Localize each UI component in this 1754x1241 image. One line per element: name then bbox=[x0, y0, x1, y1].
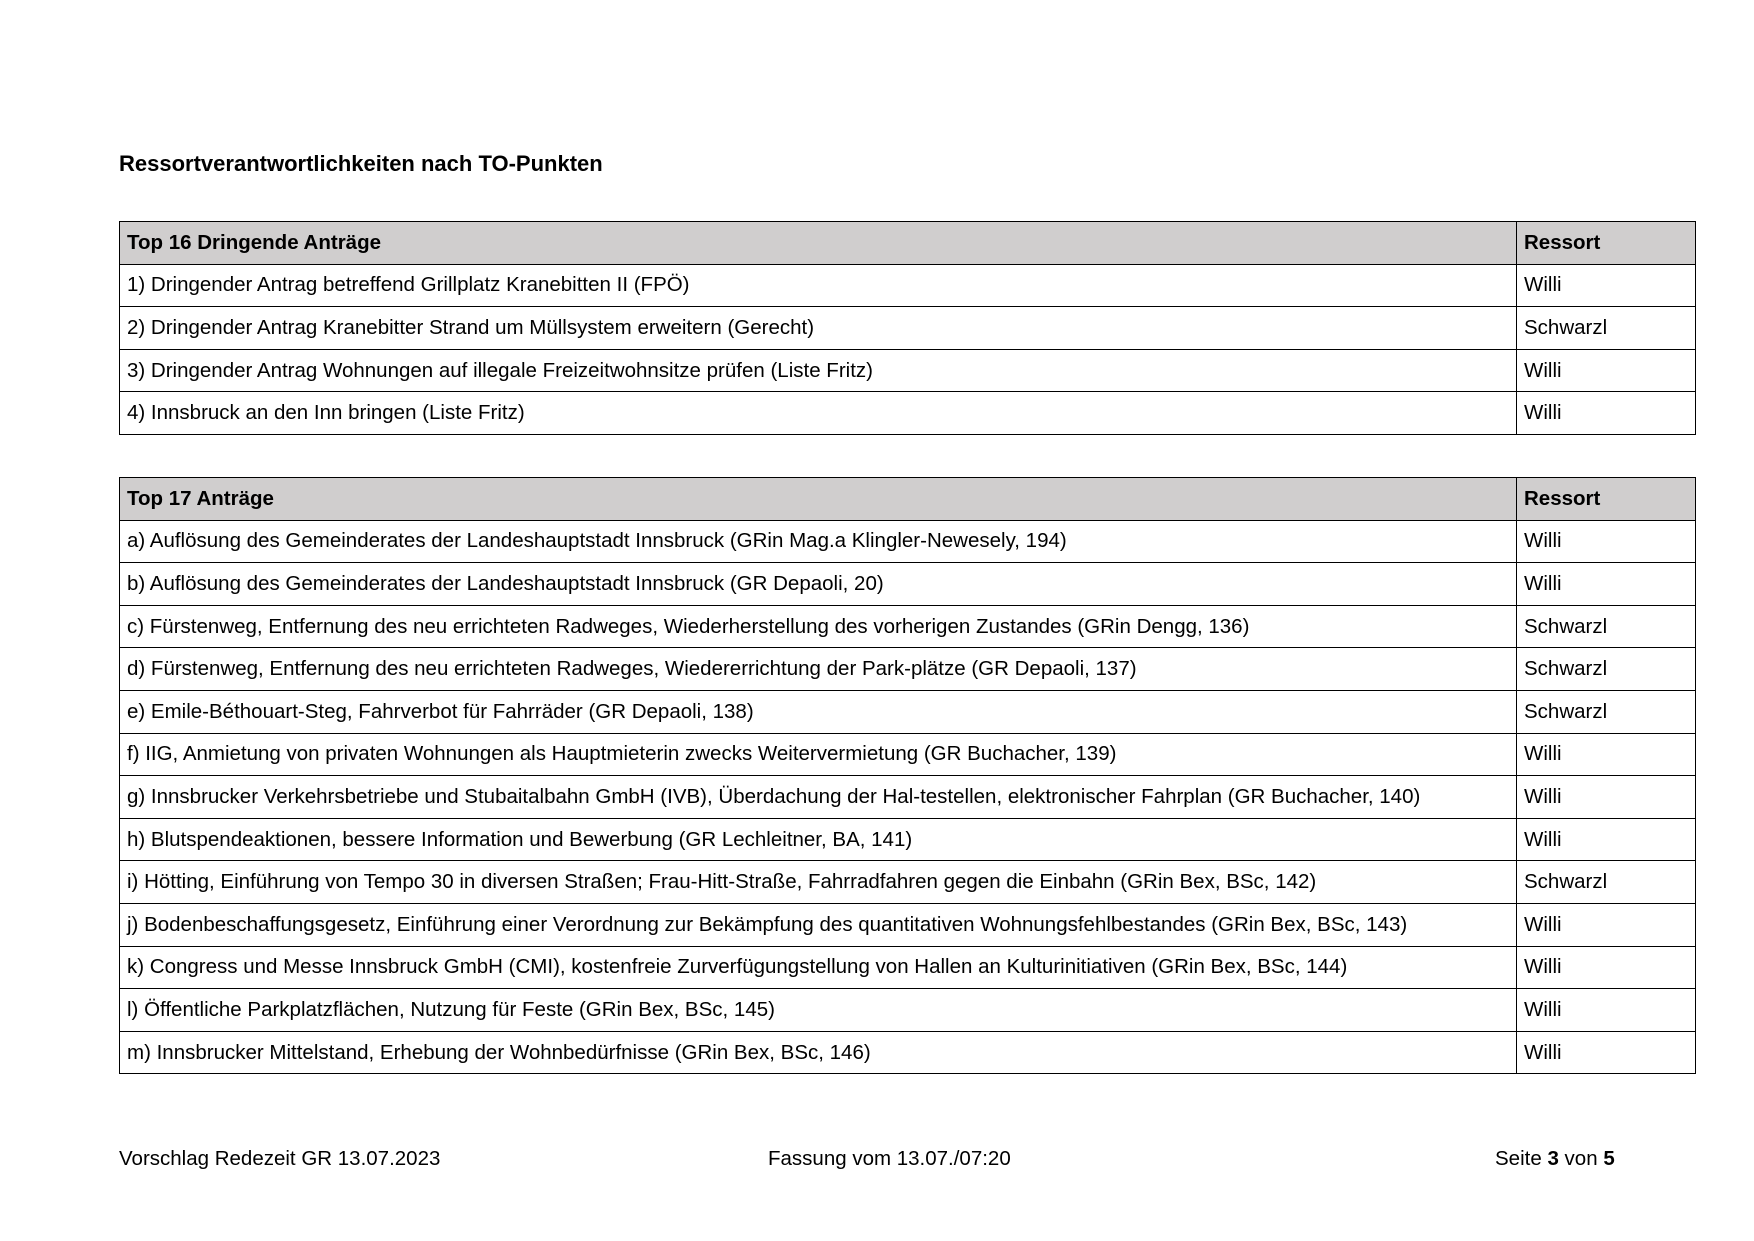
item-cell: b) Auflösung des Gemeinderates der Landeshauptstadt Innsbruck (GR Depaoli, 20) bbox=[120, 563, 1517, 606]
item-cell: 1) Dringender Antrag betreffend Grillplatz Kranebitten II (FPÖ) bbox=[120, 264, 1517, 307]
footer-page-number bbox=[1495, 1146, 1615, 1172]
table-top17 bbox=[119, 477, 1696, 1074]
item-cell: i) Hötting, Einführung von Tempo 30 in diversen Straßen; Frau-Hitt-Straße, Fahrradfahren gegen die Einbahn (GRin Bex, BSc, 142) bbox=[120, 861, 1517, 904]
table-row bbox=[120, 861, 1696, 904]
ressort-cell: Willi bbox=[1517, 1031, 1696, 1074]
ressort-cell: Willi bbox=[1517, 392, 1696, 435]
ressort-cell: Willi bbox=[1517, 903, 1696, 946]
ressort-cell: Schwarzl bbox=[1517, 648, 1696, 691]
ressort-cell: Willi bbox=[1517, 733, 1696, 776]
item-cell: k) Congress und Messe Innsbruck GmbH (CMI), kostenfreie Zurverfügungstellung von Hallen an Kulturinitiativen (GRin Bex, BSc, 144) bbox=[120, 946, 1517, 989]
ressort-cell: Willi bbox=[1517, 520, 1696, 563]
page-sep: von bbox=[1564, 1147, 1598, 1170]
table-header-ressort: Ressort bbox=[1517, 222, 1696, 265]
footer-center: Fassung vom 13.07./07:20 bbox=[768, 1147, 1011, 1170]
ressort-cell: Willi bbox=[1517, 563, 1696, 606]
ressort-cell: Willi bbox=[1517, 818, 1696, 861]
page-current: 3 bbox=[1547, 1147, 1559, 1170]
item-cell: m) Innsbrucker Mittelstand, Erhebung der Wohnbedürfnisse (GRin Bex, BSc, 146) bbox=[120, 1031, 1517, 1074]
table-header-ressort: Ressort bbox=[1517, 478, 1696, 521]
page-heading: Ressortverantwortlichkeiten nach TO-Punkten bbox=[119, 151, 603, 176]
table-row bbox=[120, 264, 1696, 307]
table-row bbox=[120, 307, 1696, 350]
table-row bbox=[120, 392, 1696, 435]
table-row bbox=[120, 648, 1696, 691]
item-cell: 4) Innsbruck an den Inn bringen (Liste Fritz) bbox=[120, 392, 1517, 435]
item-cell: c) Fürstenweg, Entfernung des neu errichteten Radweges, Wiederherstellung des vorherigen Zustandes (GRin Dengg, 136) bbox=[120, 605, 1517, 648]
item-cell: 2) Dringender Antrag Kranebitter Strand um Müllsystem erweitern (Gerecht) bbox=[120, 307, 1517, 350]
table-row bbox=[120, 818, 1696, 861]
ressort-cell: Schwarzl bbox=[1517, 307, 1696, 350]
table-header-row bbox=[120, 478, 1696, 521]
ressort-cell: Schwarzl bbox=[1517, 861, 1696, 904]
table-header-item: Top 16 Dringende Anträge bbox=[120, 222, 1517, 265]
item-cell: h) Blutspendeaktionen, bessere Information und Bewerbung (GR Lechleitner, BA, 141) bbox=[120, 818, 1517, 861]
item-cell: l) Öffentliche Parkplatzflächen, Nutzung für Feste (GRin Bex, BSc, 145) bbox=[120, 989, 1517, 1032]
page-prefix: Seite bbox=[1495, 1147, 1542, 1170]
table-row bbox=[120, 733, 1696, 776]
ressort-cell: Willi bbox=[1517, 989, 1696, 1032]
item-cell: f) IIG, Anmietung von privaten Wohnungen als Hauptmieterin zwecks Weitervermietung (GR Buchacher, 139) bbox=[120, 733, 1517, 776]
table-top16 bbox=[119, 221, 1696, 435]
ressort-cell: Willi bbox=[1517, 946, 1696, 989]
page-total: 5 bbox=[1603, 1147, 1615, 1170]
item-cell: d) Fürstenweg, Entfernung des neu errichteten Radweges, Wiedererrichtung der Park-plätze (GR Depaoli, 137) bbox=[120, 648, 1517, 691]
ressort-cell: Willi bbox=[1517, 349, 1696, 392]
table-header-item: Top 17 Anträge bbox=[120, 478, 1517, 521]
item-cell: g) Innsbrucker Verkehrsbetriebe und Stubaitalbahn GmbH (IVB), Überdachung der Hal-testellen, elektronischer Fahrplan (GR Buchacher, 140) bbox=[120, 776, 1517, 819]
item-cell: 3) Dringender Antrag Wohnungen auf illegale Freizeitwohnsitze prüfen (Liste Fritz) bbox=[120, 349, 1517, 392]
table-row bbox=[120, 605, 1696, 648]
table-row bbox=[120, 349, 1696, 392]
table-row bbox=[120, 1031, 1696, 1074]
table-row bbox=[120, 563, 1696, 606]
table-row bbox=[120, 903, 1696, 946]
ressort-cell: Schwarzl bbox=[1517, 605, 1696, 648]
item-cell: j) Bodenbeschaffungsgesetz, Einführung einer Verordnung zur Bekämpfung des quantitativen Wohnungsfehlbestandes (GRin Bex, BSc, 143) bbox=[120, 903, 1517, 946]
ressort-cell: Willi bbox=[1517, 776, 1696, 819]
ressort-cell: Schwarzl bbox=[1517, 690, 1696, 733]
item-cell: e) Emile-Béthouart-Steg, Fahrverbot für Fahrräder (GR Depaoli, 138) bbox=[120, 690, 1517, 733]
table-header-row bbox=[120, 222, 1696, 265]
table-row bbox=[120, 520, 1696, 563]
ressort-cell: Willi bbox=[1517, 264, 1696, 307]
table-row bbox=[120, 989, 1696, 1032]
table-row bbox=[120, 690, 1696, 733]
footer-left: Vorschlag Redezeit GR 13.07.2023 bbox=[119, 1147, 441, 1170]
table-row bbox=[120, 776, 1696, 819]
item-cell: a) Auflösung des Gemeinderates der Landeshauptstadt Innsbruck (GRin Mag.a Klingler-Newesely, 194) bbox=[120, 520, 1517, 563]
table-row bbox=[120, 946, 1696, 989]
